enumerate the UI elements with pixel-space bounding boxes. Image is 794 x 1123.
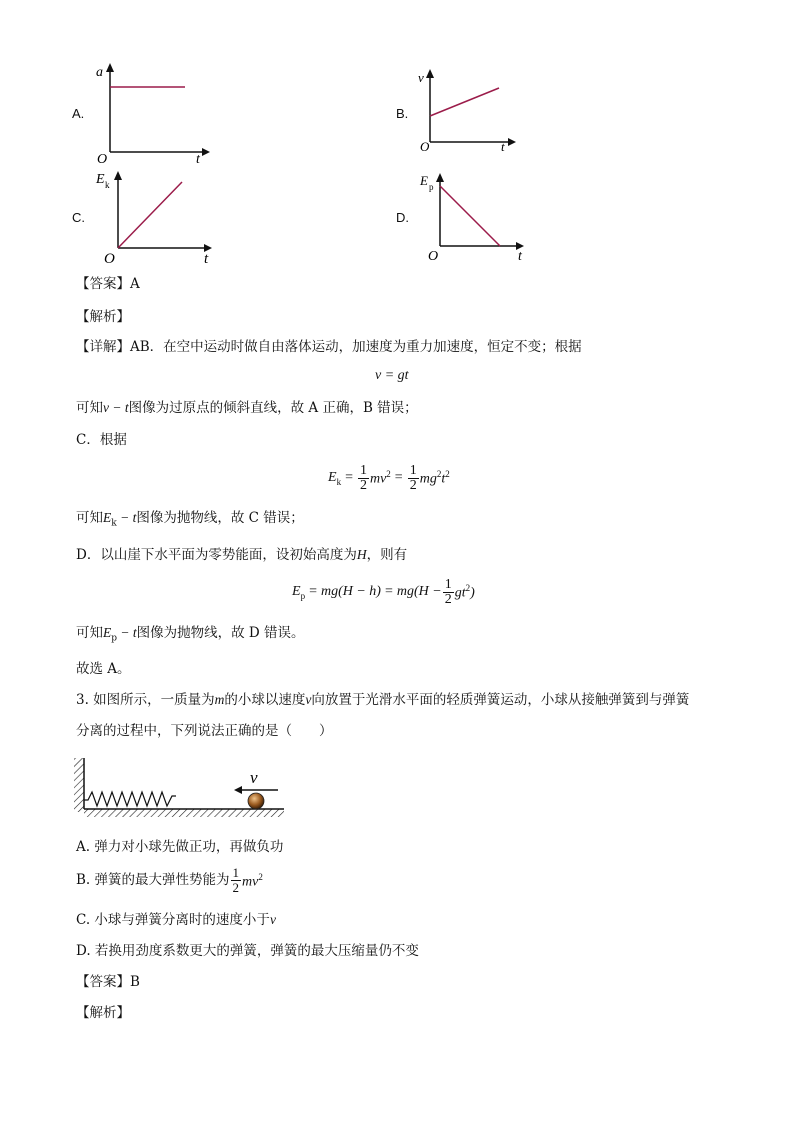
graph-b-origin: O xyxy=(420,139,430,154)
graph-c-origin: O xyxy=(104,251,115,267)
option-b-letter: B. xyxy=(396,106,409,121)
graph-c-yaxis: E xyxy=(96,172,105,187)
graph-d-yaxis: E xyxy=(420,173,428,188)
detail-line-6: 可知$E_p - t$图像为抛物线，故 D 错误。 xyxy=(76,625,305,644)
graph-c-ysub: k xyxy=(105,180,110,190)
graph-c-curve xyxy=(118,182,182,248)
question-3-stem-2: 分离的过程中，下列说法正确的是（ ） xyxy=(76,723,333,739)
graph-b-yaxis: v xyxy=(418,70,424,85)
equation-v-gt: v = gt xyxy=(375,368,409,383)
detail-line-1: 【详解】AB．在空中运动时做自由落体运动，加速度为重力加速度，恒定不变；根据 xyxy=(76,339,582,355)
equation-ek: $E_k$ = $\frac{1}{2}$ $mv^2$ = $\frac{1}{2}$ $mg^2t^2$ xyxy=(328,462,450,493)
graph-d-curve xyxy=(440,186,500,246)
floor-hatch xyxy=(84,809,284,817)
graph-a-yaxis: a xyxy=(96,65,103,80)
analysis-3-tag: 【解析】 xyxy=(76,1005,130,1021)
option-a-letter: A. xyxy=(72,106,85,121)
spring-figure xyxy=(70,756,290,820)
graph-c xyxy=(92,168,222,268)
answer-1: 【答案】A xyxy=(76,276,140,292)
graph-c-taxis: t xyxy=(204,251,209,267)
option-3a: A. 弹力对小球先做正功，再做负功 xyxy=(76,839,284,855)
graph-b xyxy=(414,66,524,156)
option-d-letter: D. xyxy=(396,210,409,225)
option-3b: B. 弹簧的最大弹性势能为 $\frac{1}{2}$ $mv^2$ xyxy=(76,864,263,895)
ball xyxy=(248,793,264,809)
velocity-label: v xyxy=(250,768,258,787)
spring xyxy=(84,792,176,806)
graph-a xyxy=(92,60,212,166)
detail-line-5: D．以山崖下水平面为零势能面，设初始高度为H，则有 xyxy=(76,547,408,563)
question-3-stem-1: 3. 如图所示，一质量为m的小球以速度v向放置于光滑水平面的轻质弹簧运动，小球从接触弹簧到与弹簧 xyxy=(76,692,690,708)
graph-d-taxis: t xyxy=(518,249,522,264)
graph-a-origin: O xyxy=(97,152,108,166)
analysis-1-tag: 【解析】 xyxy=(76,309,130,325)
option-3d: D. 若换用劲度系数更大的弹簧，弹簧的最大压缩量仍不变 xyxy=(76,943,419,959)
graph-d xyxy=(414,170,534,266)
detail-line-4: 可知$E_k - t$图像为抛物线，故 C 错误； xyxy=(76,510,304,529)
equation-ep: $E_p$ = mg(H − h) = mg(H − $\frac{1}{2}$ $gt^2$) xyxy=(292,576,475,607)
graph-b-taxis: t xyxy=(501,139,505,154)
detail-line-2: 可知v − t图像为过原点的倾斜直线，故 A 正确，B 错误； xyxy=(76,400,418,416)
graph-a-taxis: t xyxy=(196,152,200,166)
detail-line-7: 故选 A。 xyxy=(76,661,131,677)
answer-3: 【答案】B xyxy=(76,974,140,990)
option-c-letter: C. xyxy=(72,210,85,225)
graph-b-curve xyxy=(430,88,499,116)
wall-hatch xyxy=(74,758,84,812)
option-3c: C. 小球与弹簧分离时的速度小于v xyxy=(76,912,276,928)
graph-d-ysub: p xyxy=(429,182,434,192)
graph-d-origin: O xyxy=(428,249,439,264)
detail-line-3: C．根据 xyxy=(76,432,127,448)
